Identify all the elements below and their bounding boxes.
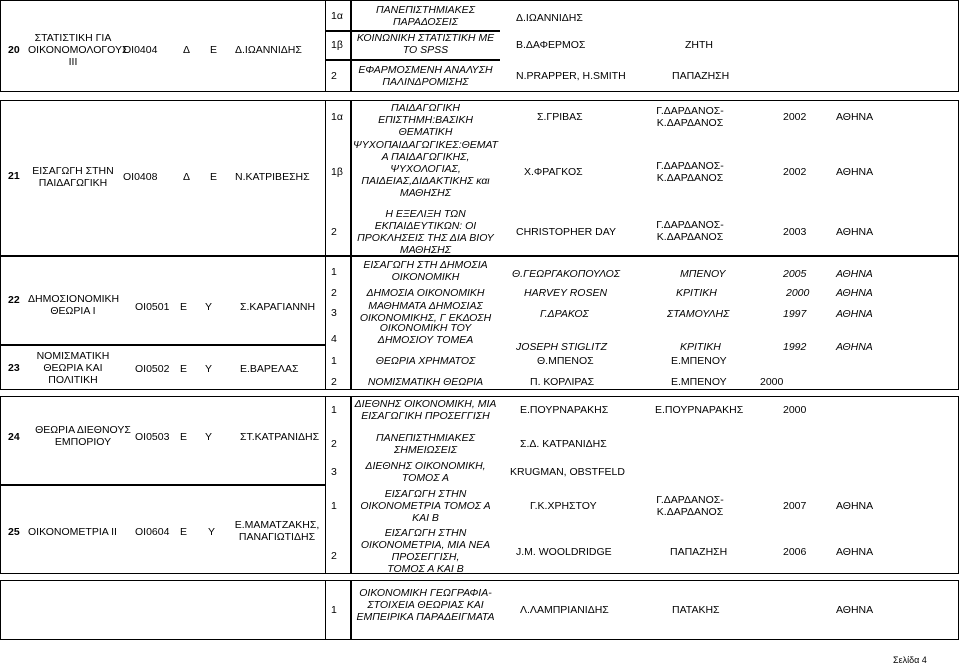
book-title: ΕΙΣΑΓΩΓΗ ΣΤΗΝ ΟΙΚΟΝΟΜΕΤΡΙΑ ΤΟΜΟΣ Α ΚΑΙ Β xyxy=(360,488,491,524)
book-author: HARVEY ROSEN xyxy=(524,287,608,299)
book-number: 3 xyxy=(331,466,337,478)
book-publisher: Ε.ΠΟΥΡΝΑΡΑΚΗΣ xyxy=(655,404,744,416)
course-code: ΟΙ0501 xyxy=(135,301,170,313)
book-publisher: Γ.ΔΑΡΔΑΝΟΣ- Κ.ΔΑΡΔΑΝΟΣ xyxy=(656,160,724,184)
divider xyxy=(325,59,500,61)
book-title: ΔΙΕΘΝΗΣ ΟΙΚΟΝΟΜΙΚΗ, ΜΙΑ ΕΙΣΑΓΩΓΙΚΗ ΠΡΟΣΕΓΓΙΣΗ xyxy=(354,398,497,422)
book-author: Γ.ΔΡΑΚΟΣ xyxy=(540,308,589,320)
book-publisher: ΣΤΑΜΟΥΛΗΣ xyxy=(667,308,730,320)
course-number: 23 xyxy=(8,362,20,374)
book-publisher: ΜΠΕΝΟΥ xyxy=(680,268,726,280)
book-author: JOSEPH STIGLITZ xyxy=(516,341,608,353)
course-semester: Ε xyxy=(210,44,218,56)
book-author: Χ.ΦΡΑΓΚΟΣ xyxy=(524,166,583,178)
book-publisher: ΚΡΙΤΙΚΗ xyxy=(676,287,717,299)
book-number: 4 xyxy=(331,333,337,345)
book-title: ΝΟΜΙΣΜΑΤΙΚΗ ΘΕΩΡΙΑ xyxy=(367,376,484,388)
book-number: 1 xyxy=(331,355,337,367)
book-title: ΘΕΩΡΙΑ ΧΡΗΜΑΤΟΣ xyxy=(375,355,476,367)
book-author: Θ.ΜΠΕΝΟΣ xyxy=(537,355,594,367)
divider xyxy=(0,484,326,486)
course-title: ΔΗΜΟΣΙΟΝΟΜΙΚΗ ΘΕΩΡΙΑ Ι xyxy=(28,293,120,317)
book-title: ΔΗΜΟΣΙΑ ΟΙΚΟΝΟΜΙΚΗ xyxy=(366,287,485,299)
course-semester: Υ xyxy=(208,526,216,538)
course-title: ΟΙΚΟΝΟΜΕΤΡΙΑ ΙΙ xyxy=(28,526,117,538)
book-author: N.PRAPPER, H.SMITH xyxy=(516,70,626,82)
book-publisher: Γ.ΔΑΡΔΑΝΟΣ- Κ.ΔΑΡΔΑΝΟΣ xyxy=(656,219,724,243)
book-number: 3 xyxy=(331,307,337,319)
course-code: ΟΙ0503 xyxy=(135,431,170,443)
book-year: 2002 xyxy=(783,166,807,178)
book-city: ΑΘΗΝΑ xyxy=(836,500,874,512)
book-publisher: ΠΑΤΑΚΗΣ xyxy=(672,604,720,616)
book-author: Θ.ΓΕΩΡΓΑΚΟΠΟΥΛΟΣ xyxy=(512,268,621,280)
book-author: Λ.ΛΑΜΠΡΙΑΝΙΔΗΣ xyxy=(520,604,609,616)
course-number: 21 xyxy=(8,170,20,182)
book-year: 2000 xyxy=(783,404,807,416)
book-title: ΕΙΣΑΓΩΓΗ ΣΤΗ ΔΗΜΟΣΙΑ ΟΙΚΟΝΟΜΙΚΗ xyxy=(363,259,488,283)
book-city: ΑΘΗΝΑ xyxy=(836,287,873,299)
course-type: Ε xyxy=(180,301,188,313)
book-city: ΑΘΗΝΑ xyxy=(836,341,873,353)
course-code: ΟΙ0502 xyxy=(135,363,170,375)
course-instructor: Ε.ΒΑΡΕΛΑΣ xyxy=(240,363,299,375)
book-city: ΑΘΗΝΑ xyxy=(836,226,874,238)
book-city: ΑΘΗΝΑ xyxy=(836,604,874,616)
book-title: ΟΙΚΟΝΟΜΙΚΗ ΓΕΩΓΡΑΦΙΑ- ΣΤΟΙΧΕΙΑ ΘΕΩΡΙΑΣ ΚΑΙ ΕΜΠΕΙΡΙΚΑ ΠΑΡΑΔΕΙΓΜΑΤΑ xyxy=(356,587,495,623)
book-city: ΑΘΗΝΑ xyxy=(836,268,873,280)
course-number: 24 xyxy=(8,431,20,443)
book-year: 2005 xyxy=(783,268,807,280)
book-number: 2 xyxy=(331,438,337,450)
course-instructor: ΣΤ.ΚΑΤΡΑΝΙΔΗΣ xyxy=(240,431,320,443)
book-publisher: Γ.ΔΑΡΔΑΝΟΣ- Κ.ΔΑΡΔΑΝΟΣ xyxy=(656,105,724,129)
book-publisher: ΚΡΙΤΙΚΗ xyxy=(680,341,721,353)
book-title: ΠΑΝΕΠΙΣΤΗΜΙΑΚΕΣ ΣΗΜΕΙΩΣΕΙΣ xyxy=(376,432,475,456)
book-number: 1β xyxy=(331,39,343,51)
book-title: ΕΙΣΑΓΩΓΗ ΣΤΗΝ ΟΙΚΟΝΟΜΕΤΡΙΑ, ΜΙΑ ΝΕΑ ΠΡΟΣΕΓΓΙΣΗ, ΤΟΜΟΣ Α ΚΑΙ Β xyxy=(360,527,491,575)
course-title: ΕΙΣΑΓΩΓΗ ΣΤΗΝ ΠΑΙΔΑΓΩΓΙΚΗ xyxy=(32,165,114,189)
book-publisher: Γ.ΔΑΡΔΑΝΟΣ- Κ.ΔΑΡΔΑΝΟΣ xyxy=(656,494,724,518)
book-number: 1 xyxy=(331,266,337,278)
course-number: 25 xyxy=(8,526,20,538)
course-type: Ε xyxy=(180,431,188,443)
book-number: 2 xyxy=(331,287,337,299)
course-title: ΘΕΩΡΙΑ ΔΙΕΘΝΟΥΣ ΕΜΠΟΡΙΟΥ xyxy=(35,424,131,448)
course-title: ΣΤΑΤΙΣΤΙΚΗ ΓΙΑ ΟΙΚΟΝΟΜΟΛΟΓΟΥΣ ΙΙΙ xyxy=(28,32,129,68)
book-city: ΑΘΗΝΑ xyxy=(836,111,874,123)
book-city: ΑΘΗΝΑ xyxy=(836,308,873,320)
book-year: 1997 xyxy=(783,308,807,320)
course-number: 20 xyxy=(8,44,20,56)
book-title: Η ΕΞΕΛΙΞΗ ΤΩΝ ΕΚΠΑΙΔΕΥΤΙΚΩΝ: ΟΙ ΠΡΟΚΛΗΣΕΙΣ ΤΗΣ ΔΙΑ ΒΙΟΥ ΜΑΘΗΣΗΣ xyxy=(357,208,494,256)
book-publisher: Ε.ΜΠΕΝΟΥ xyxy=(671,376,727,388)
book-title: ΔΙΕΘΝΗΣ ΟΙΚΟΝΟΜΙΚΗ, ΤΟΜΟΣ Α xyxy=(365,460,486,484)
book-title: ΕΦΑΡΜΟΣΜΕΝΗ ΑΝΑΛΥΣΗ ΠΑΛΙΝΔΡΟΜΙΣΗΣ xyxy=(358,64,493,88)
course-semester: Υ xyxy=(205,431,213,443)
book-title: ΟΙΚΟΝΟΜΙΚΗ ΤΟΥ ΔΗΜΟΣΙΟΥ ΤΟΜΕΑ xyxy=(377,322,474,346)
book-number: 1 xyxy=(331,500,337,512)
book-title: ΨΥΧΟΠΑΙΔΑΓΩΓΙΚΕΣ:ΘΕΜΑΤ Α ΠΑΙΔΑΓΩΓΙΚΗΣ, ΨΥΧΟΛΟΓΙΑΣ, ΠΑΙΔΕΙΑΣ,ΔΙΔΑΚΤΙΚΗΣ και ΜΑΘΗΣΗΣ xyxy=(353,139,498,199)
book-publisher: ΖΗΤΗ xyxy=(685,39,713,51)
book-publisher: ΠΑΠΑΖΗΣΗ xyxy=(670,546,728,558)
course-instructor: Δ.ΙΩΑΝΝΙΔΗΣ xyxy=(235,44,302,56)
course-type: Ε xyxy=(180,363,188,375)
book-author: Β.ΔΑΦΕΡΜΟΣ xyxy=(516,39,586,51)
book-city: ΑΘΗΝΑ xyxy=(836,546,874,558)
book-year: 2002 xyxy=(783,111,807,123)
book-number: 2 xyxy=(331,70,337,82)
course-title: ΝΟΜΙΣΜΑΤΙΚΗ ΘΕΩΡΙΑ ΚΑΙ ΠΟΛΙΤΙΚΗ xyxy=(36,350,110,386)
book-year: 2006 xyxy=(783,546,807,558)
book-number: 1α xyxy=(331,10,343,22)
book-author: KRUGMAN, OBSTFELD xyxy=(510,466,625,478)
book-author: Ε.ΠΟΥΡΝΑΡΑΚΗΣ xyxy=(520,404,609,416)
course-code: ΟΙ0404 xyxy=(123,44,158,56)
book-number: 1β xyxy=(331,166,343,178)
book-year: 1992 xyxy=(783,341,807,353)
page-number: Σελίδα 4 xyxy=(893,655,927,665)
book-year: 2000 xyxy=(786,287,810,299)
course-type: Δ xyxy=(183,44,191,56)
course-instructor: Ν.ΚΑΤΡΙΒΕΣΗΣ xyxy=(235,171,310,183)
course-semester: Υ xyxy=(205,363,213,375)
book-author: Γ.Κ.ΧΡΗΣΤΟΥ xyxy=(530,500,597,512)
book-year: 2007 xyxy=(783,500,807,512)
course-instructor: Ε.ΜΑΜΑΤΖΑΚΗΣ, ΠΑΝΑΓΙΩΤΙΔΗΣ xyxy=(234,519,320,543)
book-publisher: ΠΑΠΑΖΗΣΗ xyxy=(672,70,730,82)
book-number: 2 xyxy=(331,376,337,388)
course-semester: Ε xyxy=(210,171,218,183)
divider xyxy=(0,344,326,346)
book-author: CHRISTOPHER DAY xyxy=(516,226,616,238)
book-author: Δ.ΙΩΑΝΝΙΔΗΣ xyxy=(516,12,583,24)
book-title: ΠΑΝΕΠΙΣΤΗΜΙΑΚΕΣ ΠΑΡΑΔΟΣΕΙΣ xyxy=(376,4,475,28)
book-number: 1α xyxy=(331,111,343,123)
book-title: ΠΑΙΔΑΓΩΓΙΚΗ ΕΠΙΣΤΗΜΗ:ΒΑΣΙΚΗ ΘΕΜΑΤΙΚΗ xyxy=(378,102,473,138)
book-author: Π. ΚΟΡΛΙΡΑΣ xyxy=(530,376,595,388)
book-year: 2000 xyxy=(760,376,784,388)
book-publisher: Ε.ΜΠΕΝΟΥ xyxy=(671,355,727,367)
book-number: 2 xyxy=(331,550,337,562)
book-author: J.M. WOOLDRIDGE xyxy=(516,546,612,558)
book-title: ΚΟΙΝΩΝΙΚΗ ΣΤΑΤΙΣΤΙΚΗ ΜΕ ΤΟ SPSS xyxy=(356,32,495,56)
book-author: Σ.ΓΡΙΒΑΣ xyxy=(537,111,583,123)
course-type: Ε xyxy=(180,526,188,538)
book-number: 1 xyxy=(331,604,337,616)
course-semester: Υ xyxy=(205,301,213,313)
book-year: 2003 xyxy=(783,226,807,238)
course-cell-frame xyxy=(0,580,326,640)
course-number: 22 xyxy=(8,294,20,306)
course-type: Δ xyxy=(183,171,191,183)
book-author: Σ.Δ. ΚΑΤΡΑΝΙΔΗΣ xyxy=(520,438,607,450)
book-number: 1 xyxy=(331,404,337,416)
book-number: 2 xyxy=(331,226,337,238)
course-code: ΟΙ0604 xyxy=(135,526,170,538)
book-title: ΜΑΘΗΜΑΤΑ ΔΗΜΟΣΙΑΣ ΟΙΚΟΝΟΜΙΚΗΣ, Γ ΕΚΔΟΣΗ xyxy=(359,300,492,324)
book-city: ΑΘΗΝΑ xyxy=(836,166,874,178)
course-code: ΟΙ0408 xyxy=(123,171,158,183)
course-instructor: Σ.ΚΑΡΑΓΙΑΝΝΗ xyxy=(240,301,316,313)
